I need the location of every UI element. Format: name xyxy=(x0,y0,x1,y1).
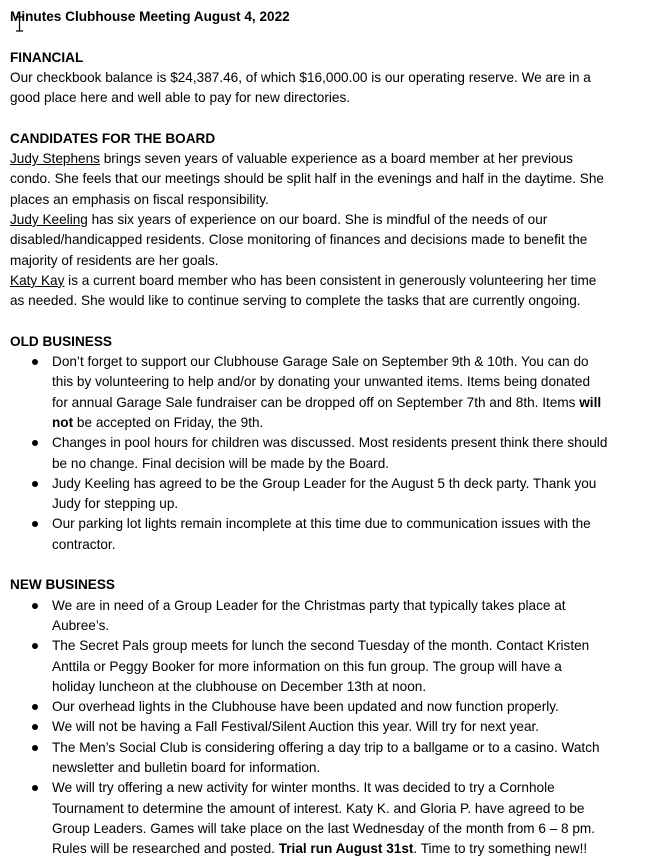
financial-line-2: good place here and well able to pay for new directories. xyxy=(10,90,351,106)
bullet-icon xyxy=(32,785,38,791)
candidate-text: has six years of experience on our board. She is mindful of the needs of our xyxy=(87,211,548,227)
candidate-judy-stephens xyxy=(10,149,663,210)
list-item: Our parking lot lights remain incomplete at this time due to communication issues with the contractor. xyxy=(10,514,663,555)
candidates-heading: CANDIDATES FOR THE BOARD xyxy=(10,130,216,146)
old-business-list xyxy=(10,352,663,555)
bullet-icon xyxy=(32,521,38,527)
list-item: Our overhead lights in the Clubhouse have been updated and now function properly. xyxy=(10,697,663,717)
new-business-heading: NEW BUSINESS xyxy=(10,577,115,593)
candidate-text: disabled/handicapped residents. Close monitoring of finances and decisions made to benefit the xyxy=(10,232,588,248)
candidate-judy-keeling xyxy=(10,210,663,271)
candidate-text: places an emphasis on fiscal responsibility. xyxy=(10,191,269,207)
bullet-icon xyxy=(32,603,38,609)
candidate-text: brings seven years of valuable experience as a board member at her previous xyxy=(99,151,573,167)
bullet-icon xyxy=(32,440,38,446)
text-cursor-icon xyxy=(15,16,24,32)
candidate-text: condo. She feels that our meetings should be split half in the evenings and half in the daytime. She xyxy=(10,171,604,187)
list-item: Changes in pool hours for children was discussed. Most residents present think there should be no change. Final decision will be made by the Board. xyxy=(10,433,663,474)
old-business-heading: OLD BUSINESS xyxy=(10,333,112,349)
bullet-icon xyxy=(32,359,38,365)
candidate-name: Judy Keeling xyxy=(10,211,88,227)
candidate-text: as needed. She would like to continue serving to complete the tasks that are currently ongoing. xyxy=(10,293,581,309)
bullet-icon xyxy=(32,745,38,751)
new-business-list xyxy=(10,596,663,860)
bullet-icon xyxy=(32,724,38,730)
bullet-icon xyxy=(32,704,38,710)
bullet-icon xyxy=(32,481,38,487)
list-item: The Men’s Social Club is considering offering a day trip to a ballgame or to a casino. Watch newsletter and bulletin board for information. xyxy=(10,738,663,779)
candidate-text: is a current board member who has been consistent in generously volunteering her time xyxy=(64,272,597,288)
list-item: Don’t forget to support our Clubhouse Garage Sale on September 9th & 10th. You can do this by volunteering to help and/or by donating your unwanted items. Items being donated for annual Garage Sale fundraiser can be dropped off on September 7th and 8th. Items will not be accepted on Friday, the 9th. xyxy=(10,352,663,433)
financial-line-1: Our checkbook balance is $24,387.46, of which $16,000.00 is our operating reserve. We are in a xyxy=(10,69,591,85)
candidate-name: Katy Kay xyxy=(10,272,65,288)
bullet-icon xyxy=(32,643,38,649)
document-title xyxy=(10,7,663,27)
list-item: We are in need of a Group Leader for the Christmas party that typically takes place at Aubree’s. xyxy=(10,596,663,637)
financial-paragraph xyxy=(10,68,663,109)
document-page xyxy=(10,7,663,859)
title-text: Minutes Clubhouse Meeting August 4, 2022 xyxy=(10,9,290,24)
financial-heading: FINANCIAL xyxy=(10,49,84,65)
list-item: We will not be having a Fall Festival/Silent Auction this year. Will try for next year. xyxy=(10,717,663,737)
list-item: We will try offering a new activity for winter months. It was decided to try a Cornhole Tournament to determine the amount of interest. Katy K. and Gloria P. have agreed to be Group Leaders. Games will take place on the last Wednesday of the month from 6 – 8 pm. Rules will be researched and posted. Trial run August 31st. Time to try something new!! xyxy=(10,778,663,859)
candidate-katy-kay xyxy=(10,271,663,312)
candidate-name: Judy Stephens xyxy=(10,151,100,167)
list-item: The Secret Pals group meets for lunch the second Tuesday of the month. Contact Kristen Anttila or Peggy Booker for more information on this fun group. The group will have a holiday luncheon at the clubhouse on December 13th at noon. xyxy=(10,636,663,697)
candidate-text: majority of residents are her goals. xyxy=(10,252,219,268)
list-item: Judy Keeling has agreed to be the Group Leader for the August 5 th deck party. Thank you Judy for stepping up. xyxy=(10,474,663,515)
